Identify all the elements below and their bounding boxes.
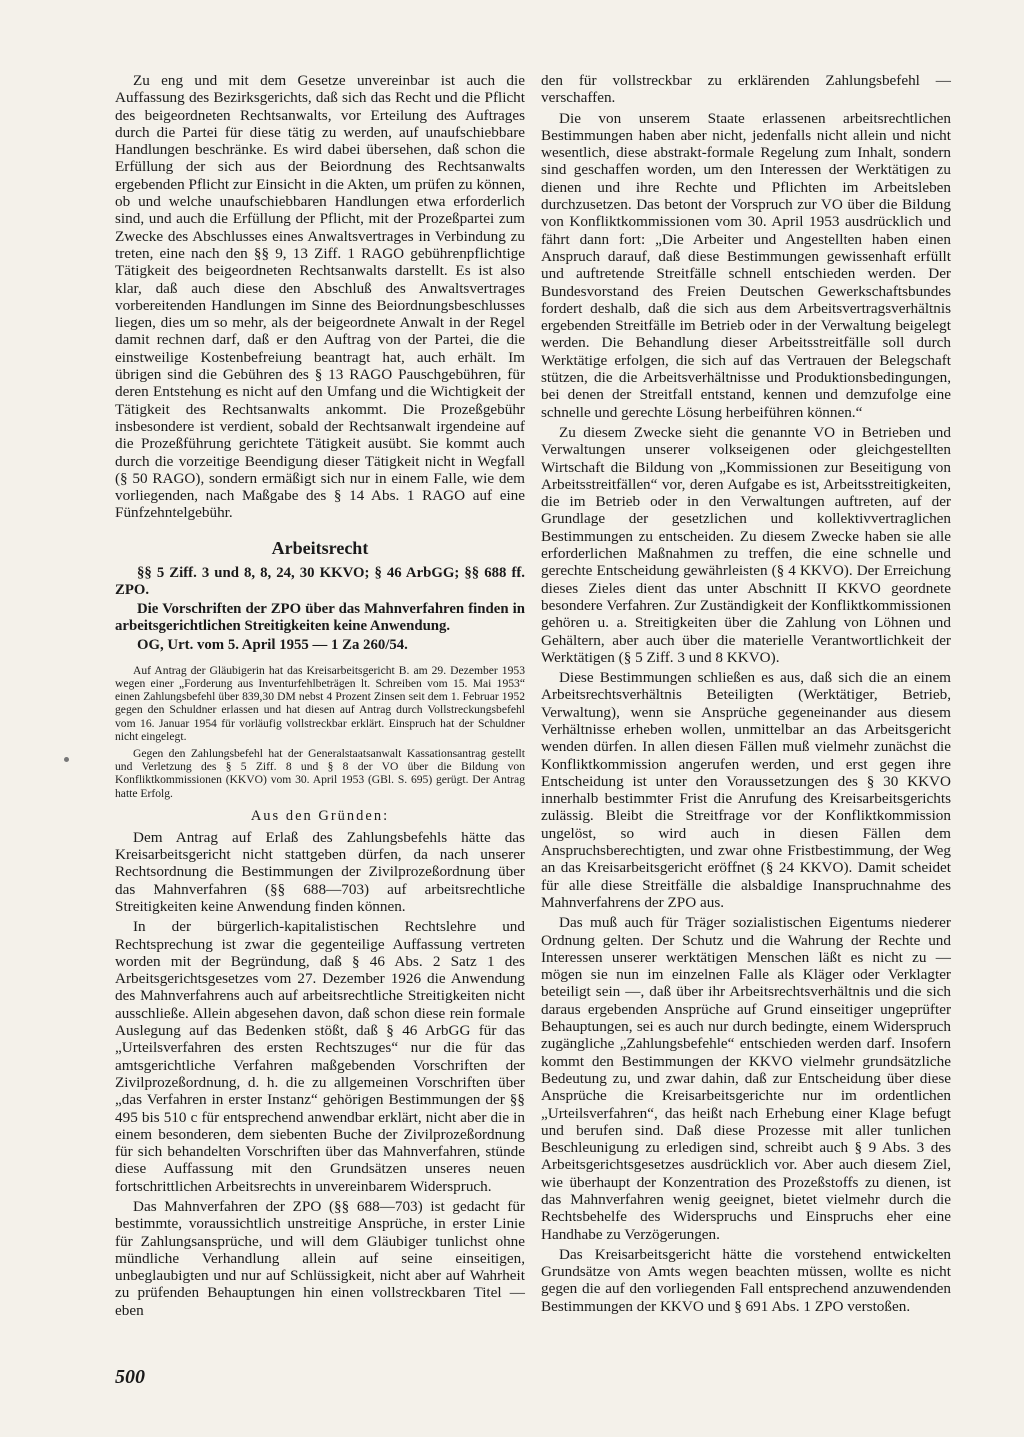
headnote-summary: Die Vorschriften der ZPO über das Mahnverfahren finden in arbeitsgerichtlichen Streitigkeiten keine Anwendung.	[115, 600, 525, 634]
facts-paragraph: Gegen den Zahlungsbefehl hat der Generalstaatsanwalt Kassationsantrag gestellt und Verletzung des § 5 Ziff. 8 und § 8 der VO über die Bildung von Konfliktkommissionen (KKVO) vom 30. April 1953 (GBl. S. 695) gerügt. Der Antrag hatte Erfolg.	[115, 746, 525, 800]
print-speck	[64, 757, 69, 762]
paragraph: Dem Antrag auf Erlaß des Zahlungsbefehls hätte das Kreisarbeitsgericht nicht stattgeben dürfen, da nach unserer Rechtsordnung die Bestimmungen der Zivilprozeßordnung über das Mahnverfahren (§§ 688—703) auf arbeitsrechtliche Streitigkeiten keine Anwendung finden können.	[115, 828, 525, 915]
paragraph: Zu diesem Zwecke sieht die genannte VO in Betrieben und Verwaltungen unserer volkseigenen oder gleichgestellten Wirtschaft die Bildung von „Kommissionen zur Beseitigung von Arbeitsstreitfällen“ vor, deren Aufgabe es ist, Arbeitsstreitigkeiten, die im Betrieb oder in den Verwaltungen auftreten, auf der Grundlage der gesetzlichen und kollektivvertraglichen Bestimmungen zu entscheiden. Zu diesem Zwecke haben sie alle erforderlichen Maßnahmen zu treffen, die eine schnelle und gerechte Entscheidung gewährleisten (§ 4 KKVO). Der Erreichung dieses Zieles dient das unter Abschnitt II KKVO geordnete besondere Verfahren. Zur Zuständigkeit der Konfliktkommissionen gehören u. a. Streitigkeiten über die Zahlung von Löhnen und Gehältern, aber auch über die materielle Verantwortlichkeit der Werktätigen (§ 5 Ziff. 3 und 8 KKVO).	[541, 423, 951, 666]
paragraph: Die von unserem Staate erlassenen arbeitsrechtlichen Bestimmungen haben aber nicht, jedenfalls nicht allein und nicht wesentlich, diese abstrakt-formale Regelung zum Inhalt, sondern sind geschaffen worden, um den Interessen der Werktätigen zu dienen und ihre Rechte und Pflichten im Arbeitsleben durchzusetzen. Das betont der Vorspruch zur VO über die Bildung von Konfliktkommissionen vom 30. April 1953 ausdrücklich und fährt dann fort: „Die Arbeiter und Angestellten haben einen Anspruch darauf, daß diese Bestimmungen gewissenhaft erfüllt und auftretende Streitfälle schnell entschieden werden. Der Bundesvorstand des Freien Deutschen Gewerkschaftsbundes fordert deshalb, daß die sich aus dem Arbeitsvertragsverhältnis ergebenden Streitfälle im Betrieb oder in der Verwaltung beigelegt werden. Die Behandlung dieser Arbeitsstreitfälle soll durch Werktätige erfolgen, die sich auf das Vertrauen der Belegschaft stützen, die die Arbeitsverhältnisse und Produktionsbedingungen, bei denen der Streitfall entstand, kennen und demzufolge eine schnelle und gerechte Lösung herbeiführen können.“	[541, 109, 951, 421]
paragraph: Das Mahnverfahren der ZPO (§§ 688—703) ist gedacht für bestimmte, voraussichtlich unstreitige Ansprüche, in erster Linie für Zahlungsansprüche, und will dem Gläubiger tunlichst ohne mündliche Verhandlung allein auf seine einseitigen, unbeglaubigten und nur auf Schlüssigkeit, nicht aber auf Wahrheit zu prüfenden Behauptungen hin einen vollstreckbaren Titel — eben	[115, 1197, 525, 1319]
court-citation: OG, Urt. vom 5. April 1955 — 1 Za 260/54.	[137, 636, 408, 653]
page-number: 500	[115, 1366, 145, 1388]
paragraph: In der bürgerlich-kapitalistischen Rechtslehre und Rechtsprechung ist zwar die gegenteilige Auffassung vertreten worden mit der Begründung, daß § 46 Abs. 2 Satz 1 des Arbeitsgerichtsgesetzes vom 27. Dezember 1926 die Anwendung des Mahnverfahrens auch auf arbeitsrechtliche Streitigkeiten nicht ausschließe. Allein abgesehen davon, daß schon diese rein formale Auslegung auf das Bedenken stößt, daß § 46 ArbGG für das „Urteilsverfahren des ersten Rechtszuges“ nur die für das amtsgerichtliche Verfahren maßgebenden Vorschriften der Zivilprozeßordnung, d. h. die zu allgemeinen Vorschriften über „das Verfahren in erster Instanz“ gehörigen Bestimmungen der §§ 495 bis 510 c für entsprechend anwendbar erklärt, nicht aber die in einem besonderen, dem siebenten Buche der Zivilprozeßordnung für sich behandelten Vorschriften über das Mahnverfahren, stünde diese Auffassung mit den Grundsätzen unseres neuen fortschrittlichen Arbeitsrechts in unvereinbarem Widerspruch.	[115, 918, 525, 1195]
paragraph: Zu eng und mit dem Gesetze unvereinbar ist auch die Auffassung des Bezirksgerichts, daß sich das Recht und die Pflicht des beigeordneten Rechtsanwalts, vor Erteilung des Auftrages durch die Partei für diese tätig zu werden, auf unaufschiebbare Handlungen beschränke. Es wird dabei übersehen, daß schon die Erfüllung der sich aus der Beiordnung des Rechtsanwalts ergebenden Pflicht zur Einsicht in die Akten, um prüfen zu können, ob und welche unaufschiebbaren Handlungen etwa erforderlich sind, und auch die Erfüllung der Pflicht, mit der Prozeßpartei zum Zwecke des Abschlusses eines Anwaltsvertrages in Verbindung zu treten, eine nach den §§ 9, 13 Ziff. 1 RAGO gebührenpflichtige Tätigkeit des beigeordneten Rechtsanwalts darstellt. Es ist also klar, daß auch diese den Abschluß des Anwaltsvertrages vorbereitenden Handlungen im Sinne des Beiordnungsbeschlusses liegen, dies um so mehr, als der beigeordnete Anwalt in der Regel damit rechnen darf, daß er den Auftrag von der Partei, die die einstweilige Kostenbefreiung beantragt hat, auch erhält. Im übrigen sind die Gebühren des § 13 RAGO Pauschgebühren, für deren Entstehung es nicht auf den Umfang und die Wichtigkeit der Tätigkeit des Rechtsanwalts ankommt. Die Prozeßgebühr insbesondere ist verdient, sobald der Rechtsanwalt irgendeine auf die Prozeßführung gerichtete Tätigkeit ausübt. Sie kommt auch durch die vorzeitige Beendigung dieser Tätigkeit nicht in Wegfall (§ 50 RAGO), sondern ermäßigt sich nur in einem Falle, wie dem vorliegenden, nach Maßgabe des § 14 Abs. 1 RAGO auf eine Fünfzehntelgebühr.	[115, 72, 525, 522]
facts-paragraph: Auf Antrag der Gläubigerin hat das Kreisarbeitsgericht B. am 29. Dezember 1953 wegen einer „Forderung aus Inventurfehlbeträgen lt. Schreiben vom 15. Mai 1953“ einen Zahlungsbefehl über 839,30 DM nebst 4 Prozent Zinsen seit dem 1. Februar 1952 gegen den Schuldner erlassen und hat diesen auf Antrag durch Vollstreckungsbefehl vom 16. Januar 1954 für vorläufig vollstreckbar erklärt. Einspruch hat der Schuldner nicht eingelegt.	[115, 663, 525, 743]
paragraph: Das Kreisarbeitsgericht hätte die vorstehend entwickelten Grundsätze von Amts wegen beachten müssen, wollte es nicht gegen die auf den vorliegenden Fall entsprechend anzuwendenden Bestimmungen der KKVO und § 691 Abs. 1 ZPO verstoßen.	[541, 1245, 951, 1315]
section-heading: Arbeitsrecht	[271, 537, 369, 558]
paragraph-continuation: den für vollstreckbar zu erklärenden Zahlungsbefehl — verschaffen.	[541, 72, 951, 107]
left-column	[115, 72, 525, 1322]
paragraph: Diese Bestimmungen schließen es aus, daß sich die an einem Arbeitsrechtsverhältnis Beteiligten (Werktätiger, Betrieb, Verwaltung), wenn sie Ansprüche gegeneinander aus diesem Verhältnisse erheben wollen, unmittelbar an das Arbeitsgericht wenden dürfen. In allen diesen Fällen muß vielmehr zunächst die Konfliktkommission angerufen werden, und erst gegen ihre Entscheidung ist unter den Voraussetzungen des § 30 KKVO innerhalb bestimmter Frist die Anrufung des Kreisarbeitsgerichts zulässig. Bleibt die Streitfrage vor der Konfliktkommission ungelöst, so wird auch in diesen Fällen dem Anspruchsberechtigten, und zwar ohne Fristbestimmung, der Weg an das Kreisarbeitsgericht eröffnet (§ 24 KKVO). Damit scheidet für alle diese Streitfälle die alsbaldige Inanspruchnahme des Mahnverfahrens der ZPO aus.	[541, 669, 951, 911]
grounds-heading: Aus den Gründen:	[250, 807, 390, 824]
paragraph: Das muß auch für Träger sozialistischen Eigentums niederer Ordnung gelten. Der Schutz und die Wahrung der Rechte und Interessen unserer werktätigen Menschen läßt es nicht zu — mögen sie nun im einzelnen Falle als Kläger oder Verklagter beteiligt sein —, daß über ihr Arbeitsrechtsverhältnis und die sich daraus ergebenden Ansprüche auf Grund einseitiger ungeprüfter Behauptungen, sei es auch nur durch bedingte, einem Widerspruch zugängliche „Zahlungsbefehle“ entschieden werden darf. Insofern kommt den Bestimmungen der KKVO vielmehr grundsätzliche Bedeutung zu, und zwar dahin, daß zur Entscheidung über diese Ansprüche die Kreisarbeitsgerichte nur im ordentlichen „Urteilsverfahren“, das heißt nach Erhebung einer Klage befugt und berufen sind. Daß diese Prozesse mit aller tunlichen Beschleunigung zu erledigen sind, schreibt auch § 9 Abs. 3 des Arbeitsgerichtsgesetzes ausdrücklich vor. Aber auch diesem Ziel, wie überhaupt der Konzentration des Prozeßstoffs zu dienen, ist das Mahnverfahren wenig geeignet, bietet vielmehr durch die Rechtsbehelfe des Widerspruchs und Einspruchs eher eine Handhabe zu Verzögerungen.	[541, 914, 951, 1243]
law-reference: §§ 5 Ziff. 3 und 8, 8, 24, 30 KKVO; § 46 ArbGG; §§ 688 ff. ZPO.	[115, 564, 525, 598]
right-column	[541, 72, 951, 1318]
